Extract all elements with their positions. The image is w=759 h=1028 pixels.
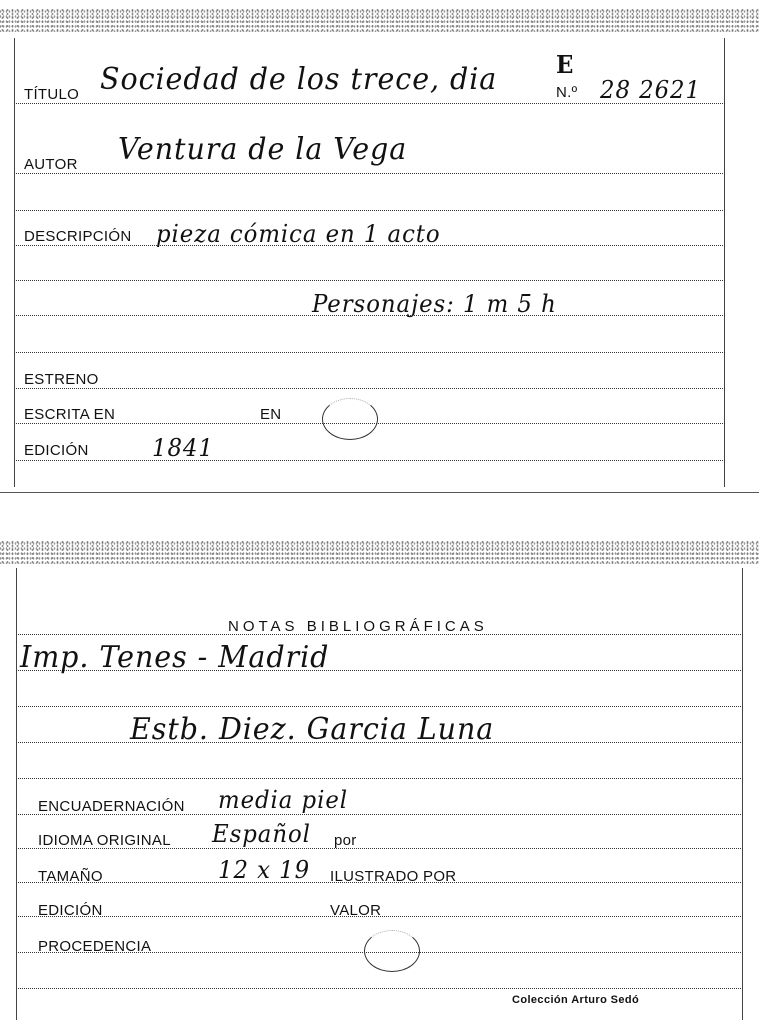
encuadernacion-value: media piel [218,786,349,814]
titulo-value: Sociedad de los trece, dia [100,62,498,97]
valor-label: VALOR [330,902,382,919]
edicion-label: EDICIÓN [24,442,89,459]
edicion-label: EDICIÓN [38,902,103,919]
numero-label: N.º [556,84,578,101]
numero-mark: E [556,50,575,79]
tamano-label: TAMAÑO [38,868,103,885]
torn-edge [0,8,759,32]
note-line-2: Estb. Diez. Garcia Luna [130,712,495,747]
catalog-card-top [0,0,759,495]
procedencia-label: PROCEDENCIA [38,938,152,955]
autor-label: AUTOR [24,156,78,173]
torn-edge [0,540,759,564]
library-stamp [322,398,378,440]
ilustrado-label: ILUSTRADO POR [330,868,457,885]
encuadernacion-label: ENCUADERNACIÓN [38,798,185,815]
personajes-value: Personajes: 1 m 5 h [312,290,557,318]
titulo-label: TÍTULO [24,86,80,103]
estreno-label: ESTRENO [24,371,99,388]
en-label: EN [260,406,282,423]
idioma-value: Español [212,820,311,848]
descripcion-value: pieza cómica en 1 acto [156,220,441,248]
idioma-label: IDIOMA ORIGINAL [38,832,171,849]
note-line-1: Imp. Tenes - Madrid [20,640,330,675]
catalog-card-bottom [0,540,759,1028]
autor-value: Ventura de la Vega [118,132,408,167]
tamano-value: 12 x 19 [218,856,311,884]
descripcion-label: DESCRIPCIÓN [24,228,132,245]
por-label: por [334,832,357,849]
escrita-en-label: ESCRITA EN [24,406,116,423]
notas-heading: NOTAS BIBLIOGRÁFICAS [228,618,488,635]
numero-value: 28 2621 [600,76,701,104]
edicion-value: 1841 [152,434,214,462]
library-stamp [364,930,420,972]
collection-credit: Colección Arturo Sedó [512,994,640,1006]
